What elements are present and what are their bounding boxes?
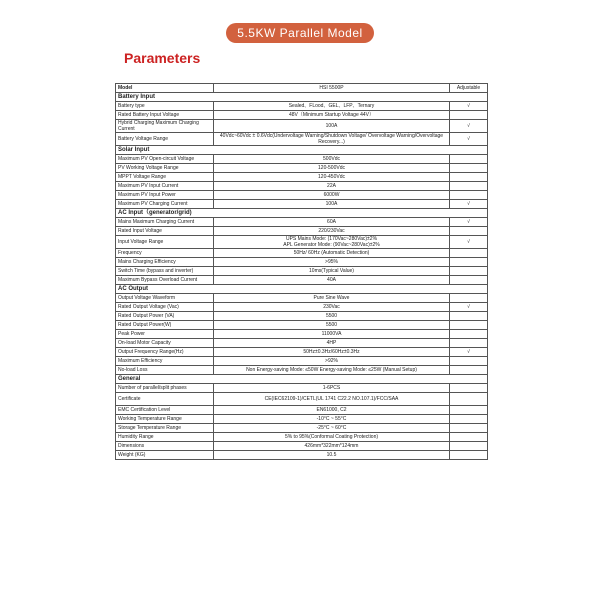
row-value: >92%	[214, 357, 450, 366]
row-value: 120-450Vdc	[214, 173, 450, 182]
row-value: 40A	[214, 276, 450, 285]
row-value: 1-6PCS	[214, 384, 450, 393]
table-row	[116, 218, 488, 227]
table-group-row	[116, 209, 488, 218]
row-value: 50Hz/ 60Hz (Automatic Detection)	[214, 249, 450, 258]
row-value-line: APL Generator Mode: (90Vac~280Vac)±2%	[283, 242, 380, 248]
section-title: Parameters	[124, 50, 201, 66]
row-adjustable	[450, 424, 488, 433]
row-value: 426mm*322mm*124mm	[214, 442, 450, 451]
row-value: 5% to 95%(Conformal Coating Protection)	[214, 433, 450, 442]
row-label: Dimensions	[116, 442, 214, 451]
row-value: 60A	[214, 218, 450, 227]
table-row	[116, 393, 488, 406]
row-adjustable	[450, 173, 488, 182]
row-label: Hybrid Charging Maximum Charging Current	[116, 120, 214, 133]
table-row	[116, 164, 488, 173]
row-adjustable	[450, 330, 488, 339]
table-row	[116, 249, 488, 258]
row-adjustable: √	[450, 200, 488, 209]
table-row	[116, 111, 488, 120]
table-row	[116, 366, 488, 375]
table-row	[116, 294, 488, 303]
row-adjustable	[450, 321, 488, 330]
row-adjustable	[450, 249, 488, 258]
table-row	[116, 433, 488, 442]
table-row	[116, 236, 488, 249]
group-label: Solar Input	[116, 146, 488, 155]
row-label: Storage Temperature Range	[116, 424, 214, 433]
row-label: Switch Time (bypass and inverter)	[116, 267, 214, 276]
row-value: 230Vac	[214, 303, 450, 312]
row-value: 48V（Minimum Startup Voltage 44V）	[214, 111, 450, 120]
row-value: 100A	[214, 120, 450, 133]
row-adjustable	[450, 357, 488, 366]
row-adjustable	[450, 267, 488, 276]
row-value: 6000W	[214, 191, 450, 200]
row-adjustable: √	[450, 218, 488, 227]
table-row	[116, 339, 488, 348]
group-label: General	[116, 375, 488, 384]
table-row	[116, 330, 488, 339]
row-label: Output Voltage Waveform	[116, 294, 214, 303]
row-adjustable	[450, 182, 488, 191]
row-adjustable	[450, 393, 488, 406]
row-value: 50Hz±0.3Hz/60Hz±0.3Hz	[214, 348, 450, 357]
row-adjustable	[450, 111, 488, 120]
table-row	[116, 406, 488, 415]
table-row	[116, 415, 488, 424]
row-value: 5500	[214, 321, 450, 330]
row-value: 10ms(Typical Value)	[214, 267, 450, 276]
row-label: Peak Power	[116, 330, 214, 339]
table-row	[116, 424, 488, 433]
row-label: PV Working Voltage Range	[116, 164, 214, 173]
row-adjustable	[450, 276, 488, 285]
row-value: EN61000, C2	[214, 406, 450, 415]
row-label: Battery type	[116, 102, 214, 111]
row-value: >95%	[214, 258, 450, 267]
row-label: Mains Maximum Charging Current	[116, 218, 214, 227]
table-row	[116, 303, 488, 312]
row-label: Maximum PV Charging Current	[116, 200, 214, 209]
row-value: 22A	[214, 182, 450, 191]
row-label: Rated Battery Input Voltage	[116, 111, 214, 120]
row-adjustable: √	[450, 348, 488, 357]
table-row	[116, 357, 488, 366]
row-value: Non Energy-saving Mode: ≤50W Energy-saving Mode: ≤25W (Manual Setup)	[214, 366, 450, 375]
row-value: Sealed、FLood、GEL、LFP、Ternary	[214, 102, 450, 111]
table-row	[116, 155, 488, 164]
row-label: Battery Voltage Range	[116, 133, 214, 146]
table-row	[116, 258, 488, 267]
row-label: Maximum PV Open-circuit Voltage	[116, 155, 214, 164]
row-value: 11000VA	[214, 330, 450, 339]
row-label: Number of parallel/split phases	[116, 384, 214, 393]
row-value: 500Vdc	[214, 155, 450, 164]
row-label: MPPT Voltage Range	[116, 173, 214, 182]
row-label: Maximum PV Input Power	[116, 191, 214, 200]
row-label: On-load Motor Capacity	[116, 339, 214, 348]
row-adjustable: √	[450, 102, 488, 111]
row-adjustable	[450, 155, 488, 164]
table-row	[116, 348, 488, 357]
row-label: Weight (KG)	[116, 451, 214, 460]
row-adjustable	[450, 164, 488, 173]
row-adjustable	[450, 294, 488, 303]
table-group-row	[116, 146, 488, 155]
table-row	[116, 321, 488, 330]
row-label: Humidity Range	[116, 433, 214, 442]
row-adjustable	[450, 415, 488, 424]
row-value: Pure Sine Wave	[214, 294, 450, 303]
row-label: Maximum Bypass Overload Current	[116, 276, 214, 285]
row-adjustable	[450, 442, 488, 451]
table-row	[116, 191, 488, 200]
row-value: 220/230Vac	[214, 227, 450, 236]
table-row	[116, 442, 488, 451]
row-label: Rated Input Voltage	[116, 227, 214, 236]
table-group-row	[116, 285, 488, 294]
row-value: 4HP	[214, 339, 450, 348]
table-row	[116, 102, 488, 111]
group-label: Battery Input	[116, 93, 488, 102]
table-row	[116, 173, 488, 182]
table-group-row	[116, 93, 488, 102]
table-row	[116, 120, 488, 133]
row-value: 10.5	[214, 451, 450, 460]
row-adjustable	[450, 366, 488, 375]
table-row	[116, 312, 488, 321]
table-row	[116, 384, 488, 393]
row-label: Maximum PV Input Current	[116, 182, 214, 191]
row-value: 5500	[214, 312, 450, 321]
table-row	[116, 276, 488, 285]
row-label: Input Voltage Range	[116, 236, 214, 249]
row-label: Maximum Efficiency	[116, 357, 214, 366]
table-row	[116, 267, 488, 276]
header-value: HSI 5500P	[214, 84, 450, 93]
row-adjustable	[450, 433, 488, 442]
row-adjustable	[450, 339, 488, 348]
header-model: Model	[116, 84, 214, 93]
row-value: 120-500Vdc	[214, 164, 450, 173]
row-label: Working Temperature Range	[116, 415, 214, 424]
header-adjustable: Adjustable	[450, 84, 488, 93]
group-label: AC Input（generator/grid)	[116, 209, 488, 218]
table-row	[116, 227, 488, 236]
row-label: Certificate	[116, 393, 214, 406]
row-adjustable: √	[450, 133, 488, 146]
row-value: 100A	[214, 200, 450, 209]
row-value: -25°C ~ 60°C	[214, 424, 450, 433]
row-adjustable	[450, 227, 488, 236]
row-label: EMC Certification Level	[116, 406, 214, 415]
row-label: Rated Output Power (VA)	[116, 312, 214, 321]
table-group-row	[116, 375, 488, 384]
row-adjustable	[450, 384, 488, 393]
group-label: AC Output	[116, 285, 488, 294]
row-value: 40Vdc~60Vdc ± 0.6Vdc(Undervoltage Warning/Shutdown Voltage/ Overvoltage Warning/Overvoltage Recovery...)	[214, 133, 450, 146]
model-banner: 5.5KW Parallel Model	[226, 23, 374, 43]
parameters-table	[115, 83, 488, 460]
table-row	[116, 133, 488, 146]
row-value-line: UPS Mains Mode: (170Vac~280Vac)±2%	[285, 236, 378, 242]
row-adjustable	[450, 406, 488, 415]
row-adjustable	[450, 312, 488, 321]
row-value: -10°C ~ 55°C	[214, 415, 450, 424]
row-value	[214, 236, 450, 249]
row-value: CE(IEC62109-1)/CETL(UL 1741 C22.2 NO.107.1)/FCC/SAA	[214, 393, 450, 406]
table-row	[116, 182, 488, 191]
row-label: Output Frequency Range(Hz)	[116, 348, 214, 357]
row-label: Rated Output Voltage (Vac)	[116, 303, 214, 312]
table-header-row	[116, 84, 488, 93]
row-label: No-load Loss	[116, 366, 214, 375]
row-adjustable	[450, 451, 488, 460]
row-adjustable: √	[450, 236, 488, 249]
table-row	[116, 451, 488, 460]
row-label: Mains Charging Efficiency	[116, 258, 214, 267]
row-adjustable	[450, 191, 488, 200]
row-adjustable: √	[450, 303, 488, 312]
table-row	[116, 200, 488, 209]
table-body	[116, 93, 488, 460]
row-label: Rated Output Power(W)	[116, 321, 214, 330]
row-adjustable	[450, 258, 488, 267]
row-adjustable: √	[450, 120, 488, 133]
row-label: Frequency	[116, 249, 214, 258]
